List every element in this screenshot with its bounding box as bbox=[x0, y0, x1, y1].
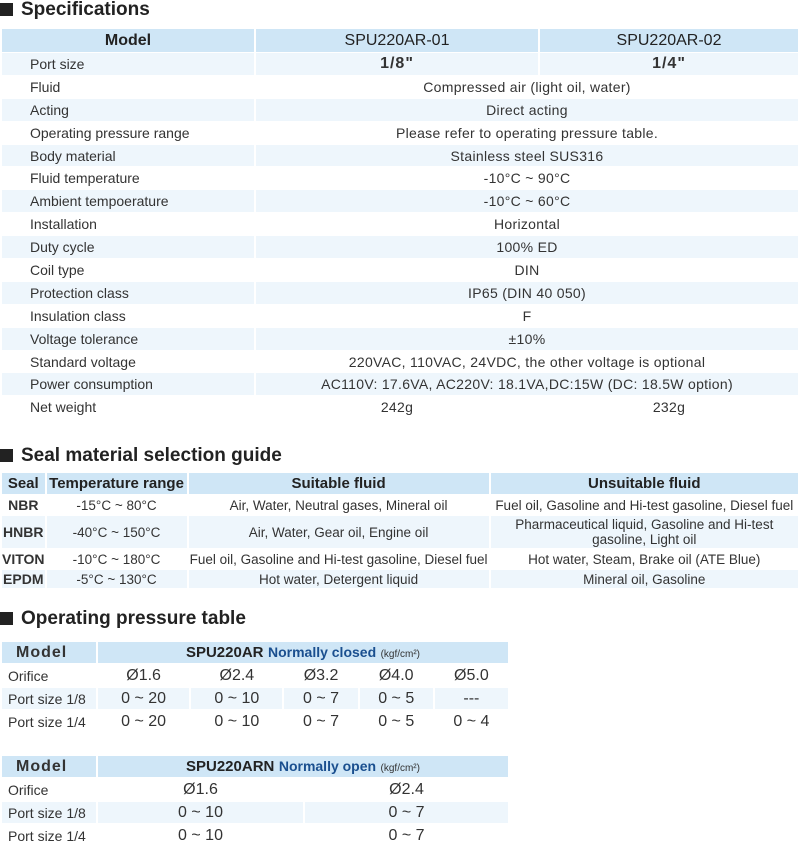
spec-value: DIN bbox=[256, 259, 798, 281]
spec-value: 242g bbox=[256, 396, 538, 418]
spec-value: Please refer to operating pressure table. bbox=[256, 122, 798, 144]
seal-header-row bbox=[2, 473, 798, 494]
specifications-title bbox=[0, 0, 150, 22]
seal-temp: -15°C ~ 80°C bbox=[47, 495, 187, 515]
spec-value: ±10% bbox=[256, 328, 798, 350]
pressure-no-type: Normally open bbox=[278, 757, 377, 774]
spec-row bbox=[2, 305, 798, 327]
spec-row bbox=[2, 76, 798, 98]
spec-value: 220VAC, 110VAC, 24VDC, the other voltage is optional bbox=[256, 351, 798, 373]
orifice-cell: Ø1.6 bbox=[98, 665, 189, 686]
spec-row bbox=[2, 351, 798, 373]
row-label: Orifice bbox=[2, 779, 96, 800]
spec-value: AC110V: 17.6VA, AC220V: 18.1VA,DC:15W (DC: 18.5W option) bbox=[256, 373, 798, 395]
seal-suitable: Fuel oil, Gasoline and Hi-test gasoline, Diesel fuel bbox=[189, 549, 489, 569]
row-label: Port size 1/4 bbox=[2, 711, 96, 732]
spec-row bbox=[2, 236, 798, 258]
spec-label: Installation bbox=[2, 213, 254, 235]
pressure-cell: 0 ~ 4 bbox=[435, 711, 508, 732]
spec-value: 232g bbox=[540, 396, 798, 418]
spec-label: Net weight bbox=[2, 396, 254, 418]
seal-temp: -10°C ~ 180°C bbox=[47, 549, 187, 569]
pressure-cell: 0 ~ 7 bbox=[305, 802, 508, 823]
seal-header-suitable: Suitable fluid bbox=[189, 473, 489, 494]
pressure-cell: 0 ~ 5 bbox=[360, 711, 433, 732]
pressure-no-title bbox=[98, 756, 508, 777]
specifications-table bbox=[0, 28, 800, 419]
spec-label: Fluid temperature bbox=[2, 167, 254, 189]
spec-label: Standard voltage bbox=[2, 351, 254, 373]
pressure-no-row bbox=[2, 802, 508, 823]
seal-header-seal: Seal bbox=[2, 473, 45, 494]
pressure-cell: --- bbox=[435, 688, 508, 709]
pressure-cell: 0 ~ 20 bbox=[98, 711, 189, 732]
row-label: Port size 1/8 bbox=[2, 802, 96, 823]
spec-label: Power consumption bbox=[2, 373, 254, 395]
pressure-nc-row bbox=[2, 688, 508, 709]
pressure-nc-type: Normally closed bbox=[267, 643, 377, 660]
spec-value: F bbox=[256, 305, 798, 327]
orifice-cell: Ø5.0 bbox=[435, 665, 508, 686]
square-bullet-icon bbox=[0, 449, 13, 462]
spec-row bbox=[2, 259, 798, 281]
spec-header-col1: SPU220AR-01 bbox=[256, 29, 538, 52]
pressure-nc-model-label: Model bbox=[2, 642, 96, 663]
seal-unsuitable: Mineral oil, Gasoline bbox=[491, 570, 798, 588]
seal-name: VITON bbox=[2, 551, 45, 567]
pressure-nc-header-row bbox=[2, 642, 508, 663]
spec-row bbox=[2, 167, 798, 189]
spec-row bbox=[2, 328, 798, 350]
pressure-cell: 0 ~ 7 bbox=[284, 711, 357, 732]
pressure-no-model: SPU220ARN bbox=[186, 757, 275, 775]
square-bullet-icon bbox=[0, 612, 13, 625]
spec-value: Stainless steel SUS316 bbox=[256, 145, 798, 167]
seal-unsuitable: Pharmaceutical liquid, Gasoline and Hi-test gasoline, Light oil bbox=[491, 516, 798, 548]
seal-guide-title bbox=[0, 444, 282, 468]
spec-label: Coil type bbox=[2, 259, 254, 281]
orifice-cell: Ø2.4 bbox=[191, 665, 282, 686]
spec-label: Fluid bbox=[2, 76, 254, 98]
spec-row bbox=[2, 122, 798, 144]
spec-value: Compressed air (light oil, water) bbox=[256, 76, 798, 98]
pressure-no-orifice-row bbox=[2, 779, 508, 800]
orifice-cell: Ø2.4 bbox=[305, 779, 508, 800]
spec-label: Acting bbox=[2, 99, 254, 121]
spec-row bbox=[2, 145, 798, 167]
pressure-no-row bbox=[2, 825, 508, 846]
spec-label: Operating pressure range bbox=[2, 122, 254, 144]
square-bullet-icon bbox=[0, 3, 13, 16]
spec-value: 1/4" bbox=[540, 53, 798, 75]
pressure-table-title bbox=[0, 607, 246, 631]
spec-label: Voltage tolerance bbox=[2, 328, 254, 350]
orifice-cell: Ø4.0 bbox=[360, 665, 433, 686]
pressure-table-normally-open bbox=[0, 754, 510, 848]
spec-value: -10°C ~ 90°C bbox=[256, 167, 798, 189]
seal-unsuitable: Hot water, Steam, Brake oil (ATE Blue) bbox=[491, 549, 798, 569]
pressure-table-normally-closed bbox=[0, 640, 510, 734]
spec-label: Insulation class bbox=[2, 305, 254, 327]
pressure-cell: 0 ~ 10 bbox=[98, 802, 303, 823]
pressure-nc-title bbox=[98, 642, 508, 663]
pressure-cell: 0 ~ 10 bbox=[98, 825, 303, 846]
seal-name: HNBR bbox=[2, 516, 45, 548]
spec-row bbox=[2, 99, 798, 121]
orifice-cell: Ø1.6 bbox=[98, 779, 303, 800]
seal-header-unsuitable: Unsuitable fluid bbox=[491, 473, 798, 494]
seal-header-temp: Temperature range bbox=[47, 473, 187, 494]
spec-value: Horizontal bbox=[256, 213, 798, 235]
spec-row bbox=[2, 373, 798, 395]
pressure-cell: 0 ~ 10 bbox=[191, 688, 282, 709]
spec-label: Duty cycle bbox=[2, 236, 254, 258]
pressure-cell: 0 ~ 10 bbox=[191, 711, 282, 732]
seal-suitable: Air, Water, Gear oil, Engine oil bbox=[189, 516, 489, 548]
spec-row-net-weight bbox=[2, 396, 798, 418]
seal-suitable: Air, Water, Neutral gases, Mineral oil bbox=[189, 495, 489, 515]
seal-row bbox=[2, 570, 798, 588]
seal-suitable: Hot water, Detergent liquid bbox=[189, 570, 489, 588]
seal-unsuitable: Fuel oil, Gasoline and Hi-test gasoline, Diesel fuel bbox=[491, 495, 798, 515]
pressure-cell: 0 ~ 20 bbox=[98, 688, 189, 709]
pressure-nc-unit: (kgf/cm²) bbox=[380, 648, 421, 660]
row-label: Orifice bbox=[2, 665, 96, 686]
pressure-cell: 0 ~ 5 bbox=[360, 688, 433, 709]
pressure-no-unit: (kgf/cm²) bbox=[380, 762, 420, 774]
spec-value: 1/8" bbox=[256, 53, 538, 75]
pressure-cell: 0 ~ 7 bbox=[305, 825, 508, 846]
spec-row bbox=[2, 282, 798, 304]
row-label: Port size 1/4 bbox=[2, 825, 96, 846]
spec-row bbox=[2, 213, 798, 235]
row-label: Port size 1/8 bbox=[2, 688, 96, 709]
spec-label: Protection class bbox=[2, 282, 254, 304]
spec-value: 100% ED bbox=[256, 236, 798, 258]
pressure-nc-row bbox=[2, 711, 508, 732]
seal-name: NBR bbox=[2, 495, 45, 515]
spec-value: -10°C ~ 60°C bbox=[256, 190, 798, 212]
spec-header-model: Model bbox=[2, 29, 254, 52]
seal-row bbox=[2, 516, 798, 548]
seal-guide-table bbox=[0, 472, 800, 589]
pressure-nc-model: SPU220AR bbox=[185, 643, 264, 661]
seal-temp: -40°C ~ 150°C bbox=[47, 516, 187, 548]
spec-label: Body material bbox=[2, 145, 254, 167]
spec-label: Port size bbox=[2, 53, 254, 75]
seal-row bbox=[2, 495, 798, 515]
seal-guide-title-text: Seal material selection guide bbox=[21, 445, 282, 466]
pressure-cell: 0 ~ 7 bbox=[284, 688, 357, 709]
orifice-cell: Ø3.2 bbox=[284, 665, 357, 686]
spec-value: Direct acting bbox=[256, 99, 798, 121]
pressure-table-title-text: Operating pressure table bbox=[21, 608, 246, 629]
spec-header-col2: SPU220AR-02 bbox=[540, 29, 798, 52]
spec-header-row bbox=[2, 29, 798, 52]
pressure-nc-orifice-row bbox=[2, 665, 508, 686]
specifications-title-text: Specifications bbox=[21, 0, 150, 20]
spec-row-port-size bbox=[2, 53, 798, 75]
pressure-no-header-row bbox=[2, 756, 508, 777]
spec-value: IP65 (DIN 40 050) bbox=[256, 282, 798, 304]
spec-label: Ambient tempoerature bbox=[2, 190, 254, 212]
seal-name: EPDM bbox=[3, 571, 44, 587]
spec-row bbox=[2, 190, 798, 212]
seal-temp: -5°C ~ 130°C bbox=[47, 570, 187, 588]
seal-row bbox=[2, 549, 798, 569]
pressure-no-model-label: Model bbox=[2, 756, 96, 777]
